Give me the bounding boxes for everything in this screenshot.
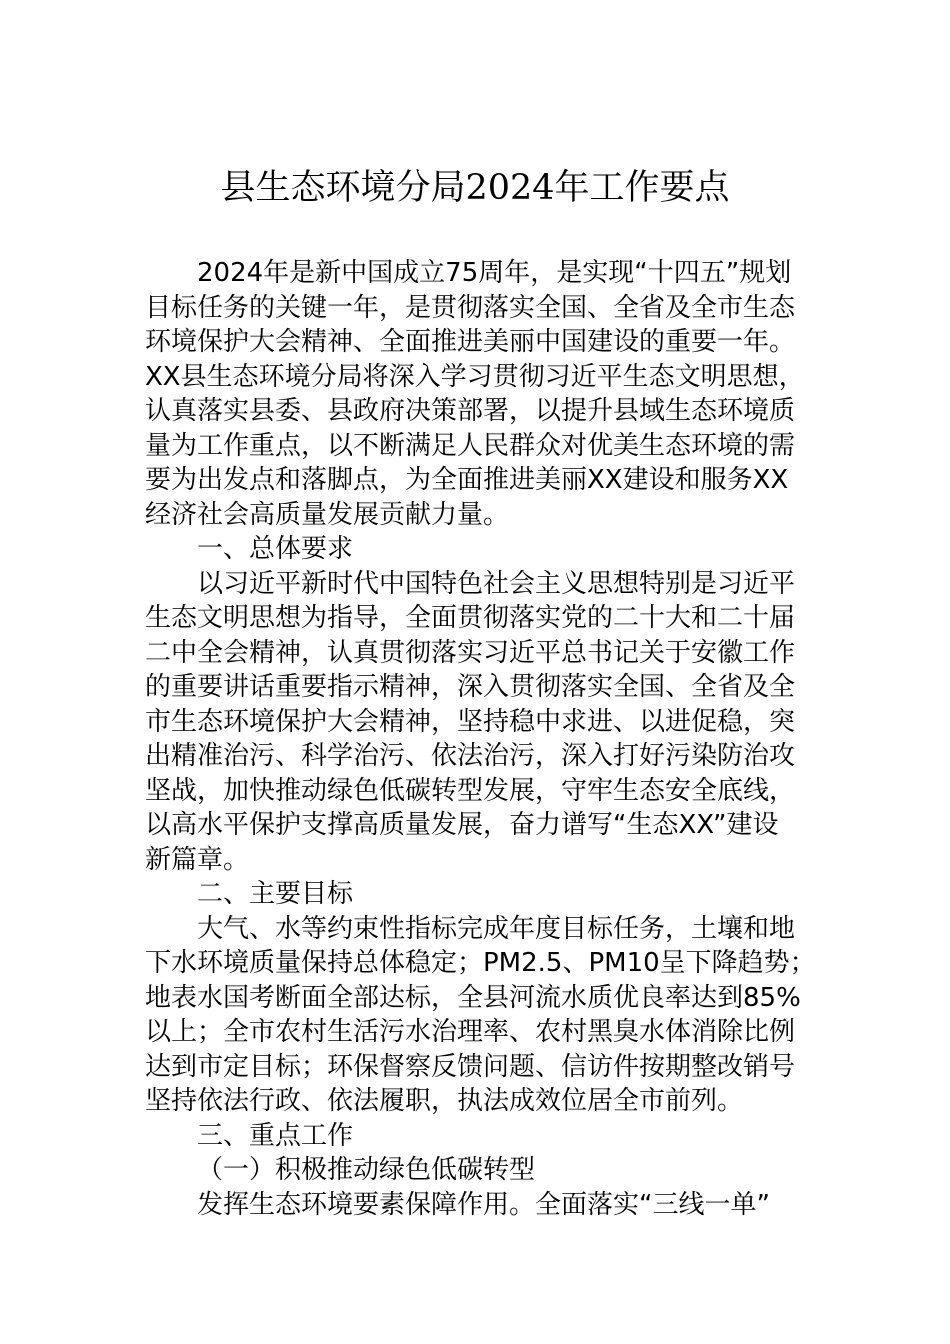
text-line: 大气、水等约束性指标完成年度目标任务，土壤和地 (197, 913, 796, 944)
text-line: 达到市定目标；环保督察反馈问题、信访件按期整改销号 (145, 1051, 796, 1082)
text-line: 环境保护大会精神、全面推进美丽中国建设的重要一年。 (145, 327, 796, 357)
text-line: （一）积极推动绿色低碳转型 (197, 1155, 536, 1185)
text-line: 2024年是新中国成立75周年，是实现“十四五”规划 (197, 258, 792, 288)
text-line: 地表水国考断面全部达标，全县河流水质优良率达到85% (145, 982, 801, 1013)
text-line: XX县生态环境分局将深入学习贯彻习近平生态文明思想， (145, 361, 805, 392)
text-line: 二中全会精神，认真贯彻落实习近平总书记关于安徽工作 (145, 637, 796, 668)
text-line: 出精准治污、科学治污、依法治污，深入打好污染防治攻 (145, 741, 796, 771)
text-line: 新篇章。 (145, 844, 250, 875)
text-line: 坚战，加快推动绿色低碳转型发展，守牢生态安全底线， (145, 775, 796, 806)
text-line: 发挥生态环境要素保障作用。全面落实“三线一单” (197, 1189, 770, 1220)
text-line: 下水环境质量保持总体稳定；PM2.5、PM10呈下降趋势； (145, 948, 816, 978)
text-line: 市生态环境保护大会精神，坚持稳中求进、以进促稳，突 (145, 706, 796, 737)
text-line: 以高水平保护支撑高质量发展，奋力谱写“生态XX”建设 (145, 810, 779, 840)
text-line: 坚持依法行政、依法履职，执法成效位居全市前列。 (145, 1086, 744, 1116)
document-body (145, 256, 815, 1222)
text-line: 的重要讲话重要指示精神，深入贯彻落实全国、全省及全 (145, 672, 796, 702)
text-line: 以上；全市农村生活污水治理率、农村黑臭水体消除比例 (145, 1017, 796, 1047)
text-line: 量为工作重点，以不断满足人民群众对优美生态环境的需 (145, 430, 796, 461)
text-line: 生态文明思想为指导，全面贯彻落实党的二十大和二十届 (145, 603, 796, 633)
text-line: 三、重点工作 (197, 1120, 354, 1151)
text-line: 认真落实县委、县政府决策部署，以提升县域生态环境质 (145, 396, 796, 426)
text-line: 目标任务的关键一年，是贯彻落实全国、全省及全市生态 (145, 292, 796, 323)
text-line: 二、主要目标 (197, 879, 354, 909)
text-line: 经济社会高质量发展贡献力量。 (145, 499, 510, 530)
text-line: 要为出发点和落脚点，为全面推进美丽XX建设和服务XX (145, 465, 789, 495)
text-line: 以习近平新时代中国特色社会主义思想特别是习近平 (197, 568, 796, 599)
text-line: 一、总体要求 (197, 534, 354, 564)
document-title: 县生态环境分局2024年工作要点 (220, 168, 730, 208)
